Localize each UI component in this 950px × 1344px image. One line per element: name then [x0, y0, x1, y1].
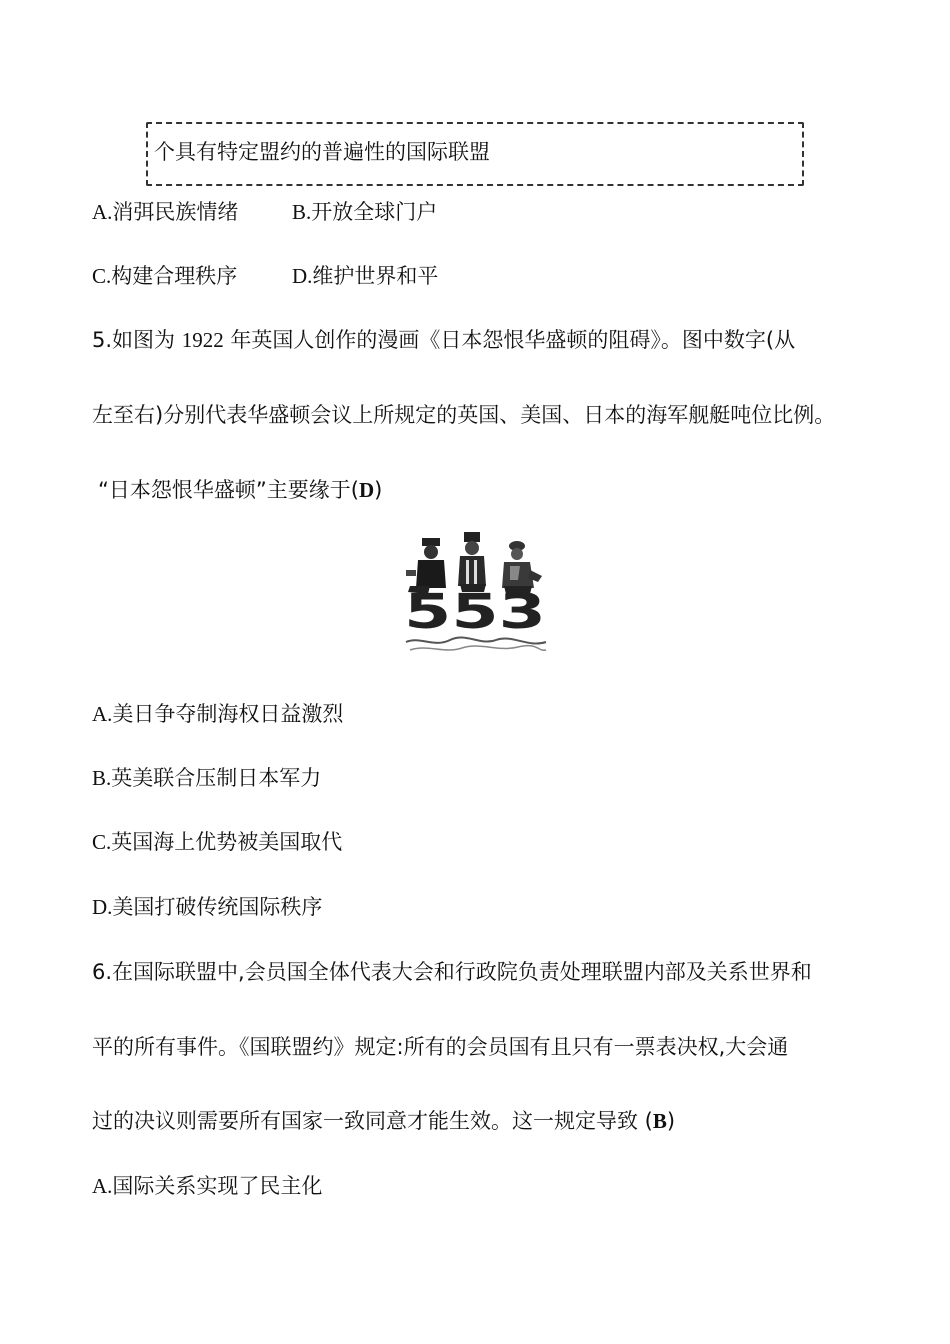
q6-stem-line-3: 过的决议则需要所有国家一致同意才能生效。这一规定导致 (B)	[92, 1109, 676, 1133]
q4-options-row-1	[92, 198, 892, 226]
q4-option-d: D.维护世界和平	[292, 264, 439, 288]
q4-options-row-2	[92, 262, 892, 290]
q5-stem-line-1: 5.如图为 1922 年英国人创作的漫画《日本怨恨华盛顿的阻碍》。图中数字(从	[92, 328, 796, 352]
q4-option-b: B.开放全球门户	[292, 200, 438, 224]
q4-option-a: A.消弭民族情绪	[92, 200, 239, 224]
cartoon-image	[400, 530, 550, 660]
q5-option-b: B.英美联合压制日本军力	[92, 766, 322, 790]
q5-option-d: D.美国打破传统国际秩序	[92, 895, 323, 919]
q5-stem-line-3: “日本怨恨华盛顿”主要缘于(D)	[98, 478, 383, 502]
boxed-text: 个具有特定盟约的普遍性的国际联盟	[154, 140, 490, 164]
q5-stem-line-2: 左至右)分别代表华盛顿会议上所规定的英国、美国、日本的海军舰艇吨位比例。	[92, 403, 836, 427]
cartoon-digits: 553	[404, 584, 546, 640]
q6-option-a: A.国际关系实现了民主化	[92, 1174, 323, 1198]
q5-option-a: A.美日争夺制海权日益激烈	[92, 702, 344, 726]
q6-stem-line-1: 6.在国际联盟中,会员国全体代表大会和行政院负责处理联盟内部及关系世界和	[92, 960, 812, 984]
q4-option-c: C.构建合理秩序	[92, 264, 238, 288]
q6-stem-line-2: 平的所有事件。《国联盟约》规定:所有的会员国有且只有一票表决权,大会通	[92, 1035, 789, 1059]
figure-middle-icon	[458, 532, 486, 592]
q6-answer: B	[652, 1109, 667, 1133]
dashed-text-box	[146, 122, 804, 186]
q5-option-c: C.英国海上优势被美国取代	[92, 830, 343, 854]
q5-answer: D	[358, 478, 375, 502]
